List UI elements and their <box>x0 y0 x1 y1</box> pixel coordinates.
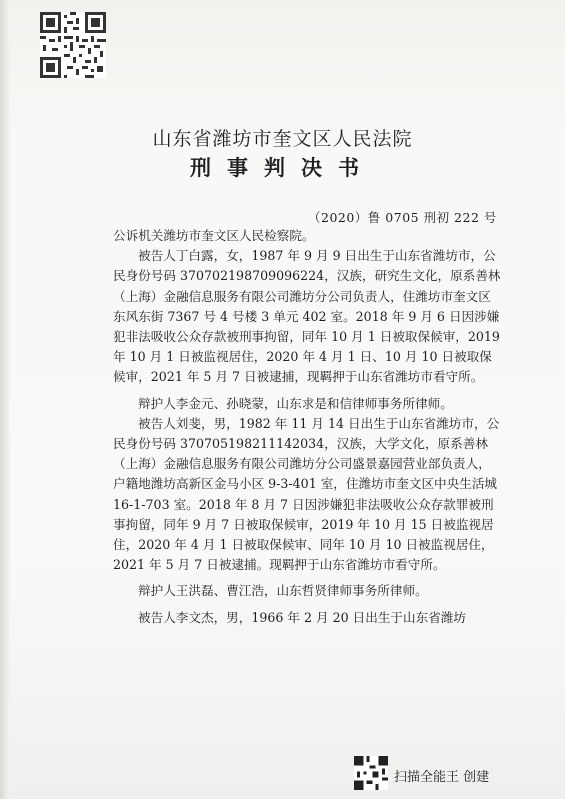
qr-code-icon <box>40 12 106 78</box>
scanner-watermark: 扫描全能王 创建 <box>394 770 490 785</box>
paragraph-defender-2: 辩护人王洪磊、曹江浩，山东哲贤律师事务所律师。 <box>138 583 428 599</box>
case-number: （2020）鲁 0705 刑初 222 号 <box>308 210 497 225</box>
paragraph-defendant-1: 被告人丁白露，女，1987 年 9 月 9 日出生于山东省潍坊市，公民身份号码 370702198709096224，汉族，研究生文化，原系善林（上海）金融信息服务有限公司潍坊分公司负责人，住潍坊市奎文区东风东街 7367 号 4 号楼 3 单元 402 室。2018 年 9 月 6 日因涉嫌犯非法吸收公众存款被刑事拘留，同年 10 月 1 日被取保候审，2019 年 10 月 1 日被监视居住，2020 年 4 月 1 日、10 月 10 日被取保候审，2021 年 5 月 7 日被逮捕，现羁押于山东省潍坊市看守所。 <box>113 248 501 385</box>
page-edge-shadow <box>0 0 10 799</box>
judgment-body <box>113 226 503 628</box>
paragraph-prosecutor: 公诉机关潍坊市奎文区人民检察院。 <box>113 228 315 243</box>
paragraph-defender-1: 辩护人李金元、孙晓蒙，山东求是和信律师事务所律师。 <box>138 395 453 411</box>
document-type-title: 刑事判决书 <box>190 155 375 180</box>
scanner-qr-icon <box>354 756 388 790</box>
paragraph-defendant-2: 被告人刘斐，男，1982 年 11 月 14 日出生于山东省潍坊市，公民身份号码 370705198211142034，汉族，大学文化，原系善林（上海）金融信息服务有限公司潍坊分公司盛景嘉园营业部负责人，户籍地潍坊高新区金马小区 9-3-401 室，住潍坊市奎文区中央生活城 16-1-703 室。2018 年 8 月 7 日因涉嫌犯非法吸收公众存款罪被刑事拘留，同年 9 月 7 日被取保候审，2019 年 10 月 15 日被监视居住，2020 年 4 月 1 日被取保候审、同年 10 月 10 日被监视居住，2021 年 5 月 7 日被逮捕。现羁押于山东省潍坊市看守所。 <box>113 415 500 573</box>
court-title: 山东省潍坊市奎文区人民法院 <box>152 128 413 150</box>
paragraph-defendant-3: 被告人李文杰，男，1966 年 2 月 20 日出生于山东省潍坊 <box>138 609 466 625</box>
